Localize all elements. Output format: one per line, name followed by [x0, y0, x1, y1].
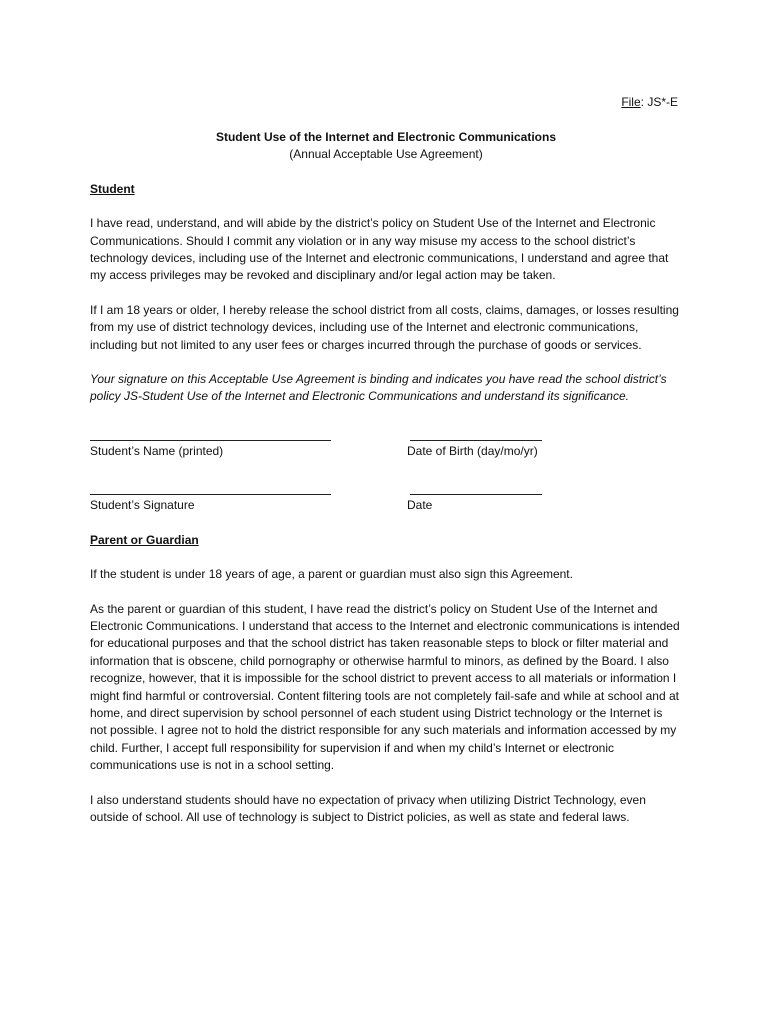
signature-date-label: Date [407, 498, 433, 513]
student-name-field [90, 423, 390, 460]
parent-acknowledgement-paragraph: As the parent or guardian of this student, I have read the district’s policy on Student Use of the Internet and Electronic Communications. I understand that access to the Internet and electronic communications is intended for educational purposes and that the school district has taken reasonable steps to block or filter material and information that is obscene, child pornography or otherwise harmful to minors, as defined by the Board. I also recognize, however, that it is impossible for the school district to prevent access to all materials or information I might find harmful or controversial. Content filtering tools are not completely fail-safe and while at school and at home, and direct supervision by school personnel of each student using District technology or the Internet is not possible. I agree not to hold the district responsible for any such materials and information accessed by my child. Further, I accept full responsibility for supervision if and when my child’s Internet or electronic communications use is not in a school setting. [90, 601, 680, 773]
signature-notice: Your signature on this Acceptable Use Agreement is binding and indicates you have read the school district’s policy JS-Student Use of the Internet and Electronic Communications and understand its significance. [90, 372, 667, 404]
parent-section-heading: Parent or Guardian [90, 532, 199, 547]
student-section-heading: Student [90, 181, 135, 196]
student-agreement-paragraph: I have read, understand, and will abide by the district’s policy on Student Use of the Internet and Electronic Communications. Should I commit any violation or in any way misuse my access to the school district’s technology devices, including use of the Internet and electronic communications, I understand and agree that my access privileges may be revoked and disciplinary and/or legal action may be taken. [90, 216, 669, 283]
file-reference [621, 95, 678, 110]
student-signature-field [90, 477, 390, 514]
student-release-paragraph: If I am 18 years or older, I hereby release the school district from all costs, claims, damages, or losses resulting from my use of district technology devices, including use of the Internet and electronic communications, including but not limited to any user fees or charges incurred through the purchase of goods or services. [90, 302, 679, 352]
student-name-line[interactable] [90, 423, 331, 441]
signature-date-field [407, 477, 682, 514]
document-body [90, 129, 682, 843]
student-name-label: Student’s Name (printed) [90, 443, 224, 458]
file-code: : JS*-E [640, 95, 678, 109]
student-name-row [90, 423, 682, 460]
document-subtitle: (Annual Acceptable Use Agreement) [289, 147, 483, 162]
date-of-birth-field [407, 423, 682, 460]
document-title: Student Use of the Internet and Electronic Communications [215, 130, 557, 144]
parent-requirement-paragraph: If the student is under 18 years of age, a parent or guardian must also sign this Agreement. [90, 567, 573, 582]
student-signature-label: Student’s Signature [90, 498, 195, 513]
signature-date-line[interactable] [410, 477, 542, 495]
file-label: File [621, 95, 641, 109]
date-of-birth-label: Date of Birth (day/mo/yr) [407, 443, 538, 458]
student-signature-row [90, 477, 682, 514]
date-of-birth-line[interactable] [410, 423, 542, 441]
privacy-paragraph: I also understand students should have no expectation of privacy when utilizing District Technology, even outside of school. All use of technology is subject to District policies, as well as state and federal laws. [90, 792, 646, 824]
student-signature-line[interactable] [90, 477, 331, 495]
